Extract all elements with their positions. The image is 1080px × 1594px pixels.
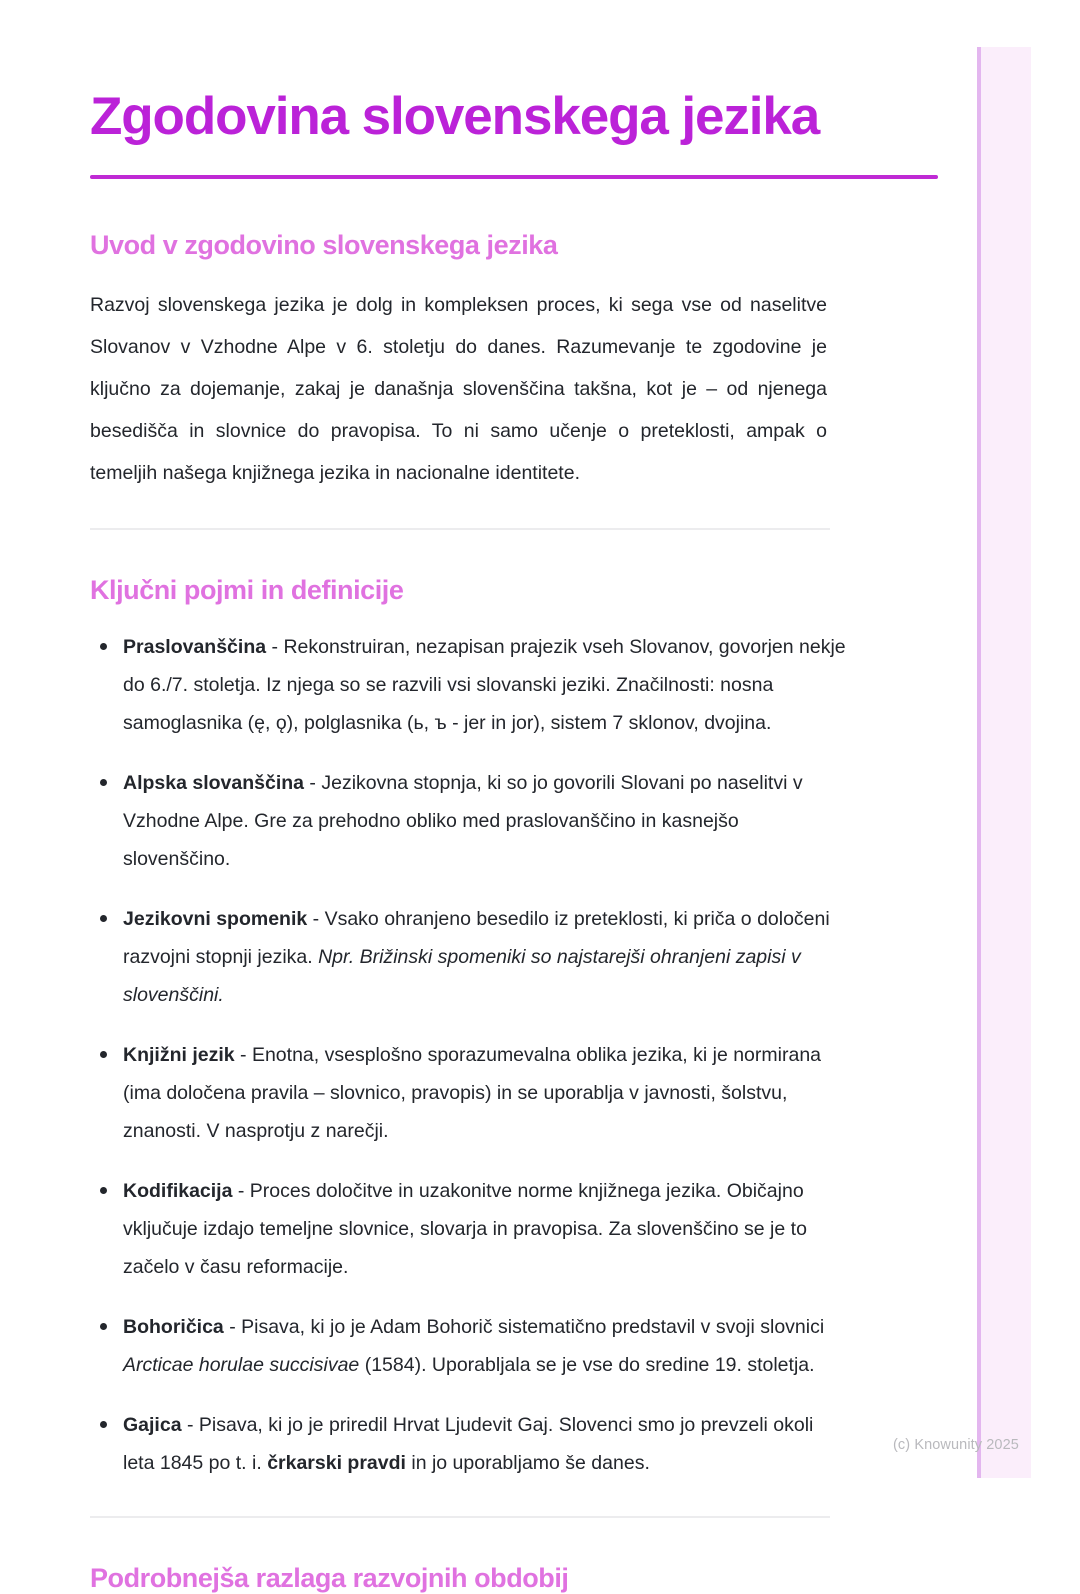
term-name: Bohoričica xyxy=(123,1316,224,1339)
term-definition-tail: (1584). Uporabljala se je vse do sredine 19. stoletja. xyxy=(359,1354,815,1377)
title-underline-rule xyxy=(90,175,938,179)
term-dash: - xyxy=(232,1180,250,1203)
bullet-icon xyxy=(100,1187,107,1194)
term-definition-strong: črkarski pravdi xyxy=(267,1452,406,1475)
term-definition-tail: in jo uporabljamo še danes. xyxy=(405,1452,650,1475)
page-title: Zgodovina slovenskega jezika xyxy=(90,87,820,146)
list-item xyxy=(90,900,850,1014)
list-item xyxy=(90,764,850,878)
term-definition: Rekonstruiran, nezapisan prajezik vseh Slovanov, govorjen nekje do 6./7. stoletja. Iz njega so se razvili vsi slovanski jeziki. Značilnosti: nosna samoglasnika (ę, ǫ), polglasnika (ь, ъ - jer in jor), sistem 7 sklonov, dvojina. xyxy=(123,636,846,735)
list-item xyxy=(90,1308,850,1384)
bullet-icon xyxy=(100,643,107,650)
section-heading-periods: Podrobnejša razlaga razvojnih obdobij xyxy=(90,1563,569,1594)
term-definition: Proces določitve in uzakonitve norme knjižnega jezika. Običajno vključuje izdajo temeljne slovnice, slovarja in pravopisa. Za slovenščino se je to začelo v času reformacije. xyxy=(123,1180,807,1279)
list-item xyxy=(90,628,850,742)
bullet-icon xyxy=(100,1051,107,1058)
section-divider-1 xyxy=(90,528,830,530)
term-definition: Pisava, ki jo je priredil Hrvat Ljudevit Gaj. Slovenci smo jo prevzeli okoli leta 1845 po t. i. xyxy=(123,1414,814,1475)
section-divider-2 xyxy=(90,1516,830,1518)
list-item xyxy=(90,1172,850,1286)
term-definition: Jezikovna stopnja, ki so jo govorili Slovani po naselitvi v Vzhodne Alpe. Gre za prehodno obliko med praslovanščino in kasnejšo slovenščino. xyxy=(123,772,803,871)
bullet-icon xyxy=(100,915,107,922)
key-terms-list xyxy=(90,628,850,1482)
term-definition: Enotna, vsesplošno sporazumevalna oblika jezika, ki je normirana (ima določena pravila – slovnico, pravopis) in se uporablja v javnosti, šolstvu, znanosti. V nasprotju z narečji. xyxy=(123,1044,822,1143)
list-item xyxy=(90,1406,850,1482)
term-definition-emphasis: Arcticae horulae succisivae xyxy=(123,1354,360,1377)
term-name: Gajica xyxy=(123,1414,182,1437)
term-name: Kodifikacija xyxy=(123,1180,233,1203)
intro-paragraph: Razvoj slovenskega jezika je dolg in kompleksen proces, ki sega vse od naselitve Slovanov v Vzhodne Alpe v 6. stoletju do danes. Razumevanje te zgodovine je ključno za dojemanje, zakaj je današnja slovenščina takšna, kot je – od njenega besedišča in slovnice do pravopisa. To ni samo učenje o preteklosti, ampak o temeljih našega knjižnega jezika in nacionalne identitete. xyxy=(90,293,827,484)
term-name: Knjižni jezik xyxy=(123,1044,235,1067)
term-dash: - xyxy=(307,908,325,931)
term-dash: - xyxy=(181,1414,199,1437)
bullet-icon xyxy=(100,1421,107,1428)
section-heading-intro: Uvod v zgodovino slovenskega jezika xyxy=(90,230,558,261)
term-name: Jezikovni spomenik xyxy=(123,908,308,931)
term-definition: Pisava, ki jo je Adam Bohorič sistematično predstavil v svoji slovnici xyxy=(241,1316,825,1339)
term-dash: - xyxy=(266,636,284,659)
term-name: Alpska slovanščina xyxy=(123,772,305,795)
term-definition-emphasis: Npr. Brižinski spomeniki so najstarejši ohranjeni zapisi v slovenščini. xyxy=(123,946,801,1007)
term-definition: Vsako ohranjeno besedilo iz preteklosti, ki priča o določeni razvojni stopnji jezika. xyxy=(123,908,830,969)
section-heading-key-terms: Ključni pojmi in definicije xyxy=(90,574,404,605)
term-name: Praslovanščina xyxy=(123,636,267,659)
bullet-icon xyxy=(100,1323,107,1330)
term-dash: - xyxy=(234,1044,252,1067)
footer-credit: (c) Knowunity 2025 xyxy=(893,1437,1019,1453)
term-dash: - xyxy=(304,772,322,795)
list-item xyxy=(90,1036,850,1150)
bullet-icon xyxy=(100,779,107,786)
term-dash: - xyxy=(223,1316,242,1339)
